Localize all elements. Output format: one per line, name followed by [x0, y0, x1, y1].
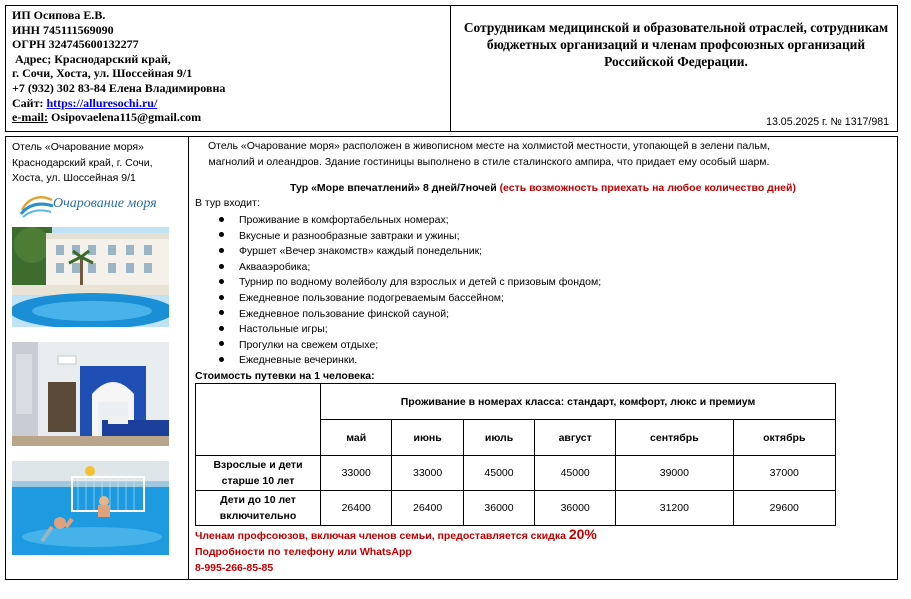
hotel-address: Отель «Очарование моря» Краснодарский край, г. Сочи, Хоста, ул. Шоссейная 9/1 [12, 141, 153, 185]
bullet-icon [219, 264, 224, 269]
bullet-icon [219, 326, 224, 331]
contact-phone: 8-995-266-85-85 [195, 562, 274, 574]
includes-heading: В тур входит: [195, 197, 260, 209]
bullet-icon [219, 232, 224, 237]
tour-title-line [189, 182, 897, 194]
logo-text: Очарование моря [53, 196, 157, 211]
month-header: июнь [392, 420, 463, 456]
company-address-line2: г. Сочи, Хоста, ул. Шоссейная 9/1 [12, 66, 193, 81]
month-header: октябрь [733, 420, 835, 456]
email-value: Osipovaelena115@gmail.com [47, 110, 202, 125]
list-item [219, 307, 601, 323]
header-box [5, 5, 898, 132]
main-content [189, 137, 897, 579]
list-item-text: Ежедневное пользование финской сауной; [239, 307, 450, 320]
bullet-icon [219, 279, 224, 284]
hotel-logo [20, 190, 160, 220]
company-ogrn: ОГРН 324745600132277 [12, 37, 139, 52]
tour-note: (есть возможность приехать на любое количество дней) [499, 182, 796, 194]
price-cell: 33000 [392, 456, 463, 491]
list-item [219, 229, 601, 245]
table-corner-cell [196, 384, 321, 456]
company-phone: +7 (932) 302 83-84 Елена Владимировна [12, 80, 226, 95]
price-heading: Стоимость путевки на 1 человека: [195, 370, 375, 382]
email-label: e-mail: [12, 110, 48, 125]
list-item [219, 260, 601, 276]
header-divider [450, 6, 451, 131]
price-cell: 45000 [463, 456, 534, 491]
list-item [219, 275, 601, 291]
price-cell: 26400 [321, 491, 392, 526]
body-box [5, 136, 898, 580]
list-item [219, 338, 601, 354]
month-header: сентябрь [616, 420, 733, 456]
hotel-pool-photo [12, 227, 169, 327]
month-header: июль [463, 420, 534, 456]
discount-value: 20% [568, 526, 597, 542]
price-cell: 37000 [733, 456, 835, 491]
table-header: Проживание в номерах класса: стандарт, комфорт, люкс и премиум [321, 384, 836, 420]
water-volleyball-photo [12, 461, 169, 555]
price-cell: 36000 [463, 491, 534, 526]
company-contacts [12, 8, 448, 125]
company-address-line1: Адрес; Краснодарский край, [12, 51, 171, 66]
bullet-icon [219, 357, 224, 362]
list-item-text: Турнир по водному волейболу для взрослых и детей с призовым фондом; [239, 276, 602, 289]
contact-line: Подробности по телефону или WhatsApp [195, 546, 412, 558]
list-item-text: Ежедневное пользование подогреваемым бассейном; [239, 291, 504, 304]
tour-title: Тур «Море впечатлений» 8 дней/7ночей [290, 182, 500, 194]
price-cell: 29600 [733, 491, 835, 526]
bullet-icon [219, 248, 224, 253]
month-header: май [321, 420, 392, 456]
price-table [195, 383, 836, 526]
list-item [219, 244, 601, 260]
headline: Сотрудникам медицинской и образовательной отраслей, сотрудникам бюджетных организаций и членам профсоюзных организаций Российской Федерации. [463, 20, 889, 69]
site-label: Сайт: [12, 95, 47, 110]
table-row [196, 491, 836, 526]
hotel-intro: Отель «Очарование моря» расположен в живописном месте на холмистой местности, утопающей в зелени пальм, магнолий и олеандров. Здание гостиницы выполнено в стиле сталинского ампира, что придает ему особый шарм. [208, 140, 770, 168]
list-item-text: Вкусные и разнообразные завтраки и ужины; [239, 229, 460, 242]
company-site [12, 96, 448, 111]
list-item-text: Проживание в комфортабельных номерах; [239, 214, 449, 226]
list-item-text: Фуршет «Вечер знакомств» каждый понедельник; [239, 245, 483, 258]
discount-text: Членам профсоюзов, включая членов семьи, предоставляется скидка [195, 530, 569, 542]
row-label: Дети до 10 лет включительно [196, 491, 321, 526]
bullet-icon [219, 217, 224, 222]
table-row [196, 456, 836, 491]
list-item-text: Ежедневные вечеринки. [239, 354, 358, 367]
discount-line [195, 526, 597, 544]
includes-list [219, 213, 601, 369]
list-item [219, 213, 601, 229]
list-item-text: Прогулки на свежем отдыхе; [239, 338, 379, 351]
price-cell: 31200 [616, 491, 733, 526]
site-link[interactable]: https://alluresochi.ru/ [46, 95, 158, 110]
month-header: август [535, 420, 616, 456]
list-item [219, 291, 601, 307]
bullet-icon [219, 310, 224, 315]
discount-block [195, 526, 597, 576]
price-cell: 39000 [616, 456, 733, 491]
document-date: 13.05.2025 г. № 1317/981 [766, 116, 889, 128]
list-item [219, 322, 601, 338]
list-item-text: Настольные игры; [239, 323, 328, 336]
bullet-icon [219, 341, 224, 346]
bullet-icon [219, 295, 224, 300]
list-item-text: Аквааэробика; [239, 260, 311, 273]
sea-wave-logo-icon [20, 190, 54, 220]
price-cell: 36000 [535, 491, 616, 526]
list-item [219, 353, 601, 369]
price-cell: 33000 [321, 456, 392, 491]
company-name: ИП Осипова Е.В. [12, 8, 106, 22]
hotel-room-photo [12, 342, 169, 446]
price-cell: 26400 [392, 491, 463, 526]
row-label: Взрослые и дети старше 10 лет [196, 456, 321, 491]
sidebar [6, 137, 188, 579]
company-inn: ИНН 745111569090 [12, 22, 114, 37]
company-email [12, 110, 448, 125]
price-cell: 45000 [535, 456, 616, 491]
